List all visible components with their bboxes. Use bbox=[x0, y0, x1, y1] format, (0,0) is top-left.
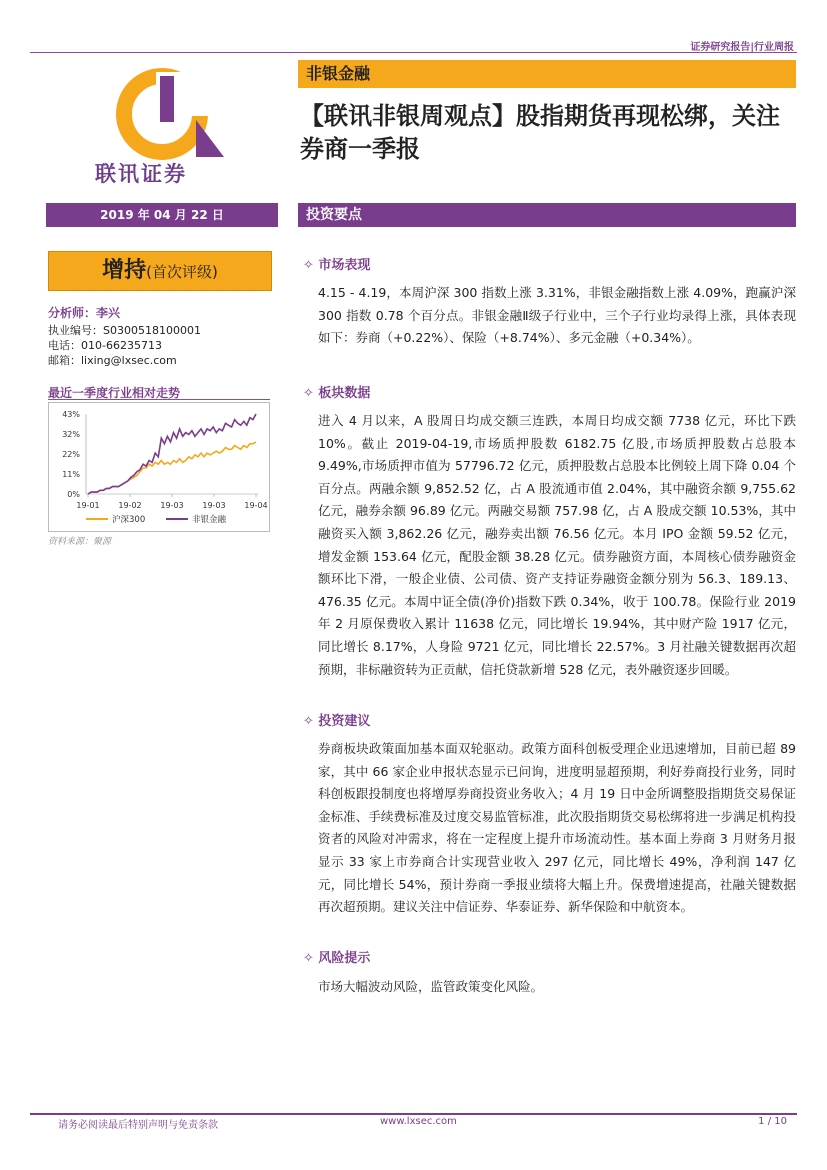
report-title: 【联讯非银周观点】股指期货再现松绑，关注券商一季报 bbox=[300, 102, 780, 163]
y-tick-label: 32% bbox=[62, 430, 80, 439]
analyst-email[interactable]: 邮箱：lixing@lxsec.com bbox=[48, 354, 177, 367]
section-paragraph: 4.15 - 4.19，本周沪深 300 指数上涨 3.31%，非银金融指数上涨 4.09%，跑赢沪深 300 指数 0.78 个百分点。非银金融Ⅱ级子行业中，三个子行业均录得上涨，具体表现如下：券商（+0.22%）、保险（+8.74%）、多元金融（+0.34%）。 bbox=[318, 285, 796, 346]
logo-bar bbox=[160, 76, 174, 122]
section-paragraph: 进入 4 月以来，A 股周日均成交额三连跌，本周日均成交额 7738 亿元，环比下跌 10%。截止 2019-04-19,市场质押股数 6182.75 亿股,市场质押股数占总股本 9.49%,市场质押市值为 57796.72 亿元，质押股数占总股本比例较上周下降 0.04 个百分点。两融余额 9,852.52 亿，占 A 股流通市值 2.04%，其中融资余额 9,755.62 亿元，融券余额 96.89 亿元。两融交易额 757.98 亿，占 A 股成交额 10.53%，其中融资买入额 3,862.26 亿元，融券卖出额 76.56 亿元。本月 IPO 金额 59.52 亿元，增发金额 153.64 亿元，配股金额 38.28 亿元。债券融资方面，本周核心债券融资金额环比下滑，一般企业债、公司债、资产支持证券融资金额分别为 56.3、189.13、476.35 亿元。本周中证全债(净价)指数下跌 0.34%，收于 100.78。保险行业 2019 年 2 月原保费收入累计 11638 亿元，同比增长 19.94%，其中财产险 1917 亿元，同比增长 8.17%，人身险 9721 亿元，同比增长 22.57%。3 月社融关键数据再次超预期，非标融资转为正贡献，信托贷款新增 528 亿元，表外融资逐步回暖。 bbox=[318, 413, 796, 677]
section-heading: ✧ 板块数据 bbox=[303, 386, 371, 401]
rating-sub: (首次评级) bbox=[146, 263, 218, 281]
rating-main: 增持 bbox=[102, 258, 147, 283]
report-date: 2019 年 04 月 22 日 bbox=[46, 203, 278, 227]
legend-label: 沪深300 bbox=[112, 515, 146, 525]
rating-box bbox=[48, 251, 272, 291]
header-rule bbox=[30, 52, 797, 53]
logo-triangle bbox=[196, 120, 224, 157]
section-paragraph: 券商板块政策面加基本面双轮驱动。政策方面科创板受理企业迅速增加，目前已超 89 家，其中 66 家企业申报状态显示已问询，进度明显超预期，利好券商投行业务，同时科创板跟投制度也将增厚券商投资业务收入；4 月 19 日中金所调整股指期货交易保证金标准、手续费标准及过度交易监管标准，此次股指期货交易松绑将进一步满足机构投资者的风险对冲需求，将在一定程度上提升市场流动性。基本面上券商 3 月财务月报显示 33 家上市券商合计实现营业收入 297 亿元，同比增长 49%，净利润 147 亿元，同比增长 54%，预计券商一季报业绩将大幅上升。保费增速提高，社融关键数据再次超预期。建议关注中信证券、华泰证券、新华保险和中航资本。 bbox=[318, 741, 796, 915]
analyst-phone: 电话：010-66235713 bbox=[48, 339, 162, 352]
chart-source: 资料来源：聚源 bbox=[48, 537, 112, 547]
section-heading: ✧ 市场表现 bbox=[303, 258, 371, 273]
section-paragraph: 市场大幅波动风险，监管政策变化风险。 bbox=[318, 979, 544, 994]
analyst-title: 分析师：李兴 bbox=[48, 306, 121, 320]
key-points-banner: 投资要点 bbox=[298, 203, 796, 227]
logo-text: 联讯证券 bbox=[95, 161, 187, 186]
footer-disclaimer[interactable]: 请务必阅读最后特别声明与免责条款 bbox=[58, 1120, 218, 1131]
footer-url[interactable]: www.lxsec.com bbox=[380, 1116, 457, 1127]
y-tick-label: 22% bbox=[62, 450, 80, 459]
section-heading: ✧ 投资建议 bbox=[303, 714, 371, 729]
section-heading: ✧ 风险提示 bbox=[303, 951, 371, 966]
x-tick-label: 19-02 bbox=[118, 501, 142, 510]
y-tick-label: 0% bbox=[67, 490, 80, 499]
chart-title-rule bbox=[48, 399, 270, 400]
chart-title: 最近一季度行业相对走势 bbox=[48, 386, 181, 400]
legend-label: 非银金融 bbox=[192, 515, 227, 525]
relative-trend-chart bbox=[48, 402, 270, 532]
x-tick-label: 19-03 bbox=[160, 501, 184, 510]
report-type: 证券研究报告|行业周报 bbox=[690, 42, 794, 53]
analyst-license: 执业编号：S0300518100001 bbox=[48, 324, 201, 337]
x-tick-label: 19-03 bbox=[202, 501, 226, 510]
y-tick-label: 43% bbox=[62, 410, 80, 419]
x-tick-label: 19-04 bbox=[244, 501, 268, 510]
sector-banner: 非银金融 bbox=[298, 60, 796, 88]
footer-rule bbox=[30, 1113, 797, 1115]
footer-page: 1 / 10 bbox=[758, 1116, 787, 1127]
y-tick-label: 11% bbox=[62, 470, 80, 479]
x-tick-label: 19-01 bbox=[76, 501, 100, 510]
